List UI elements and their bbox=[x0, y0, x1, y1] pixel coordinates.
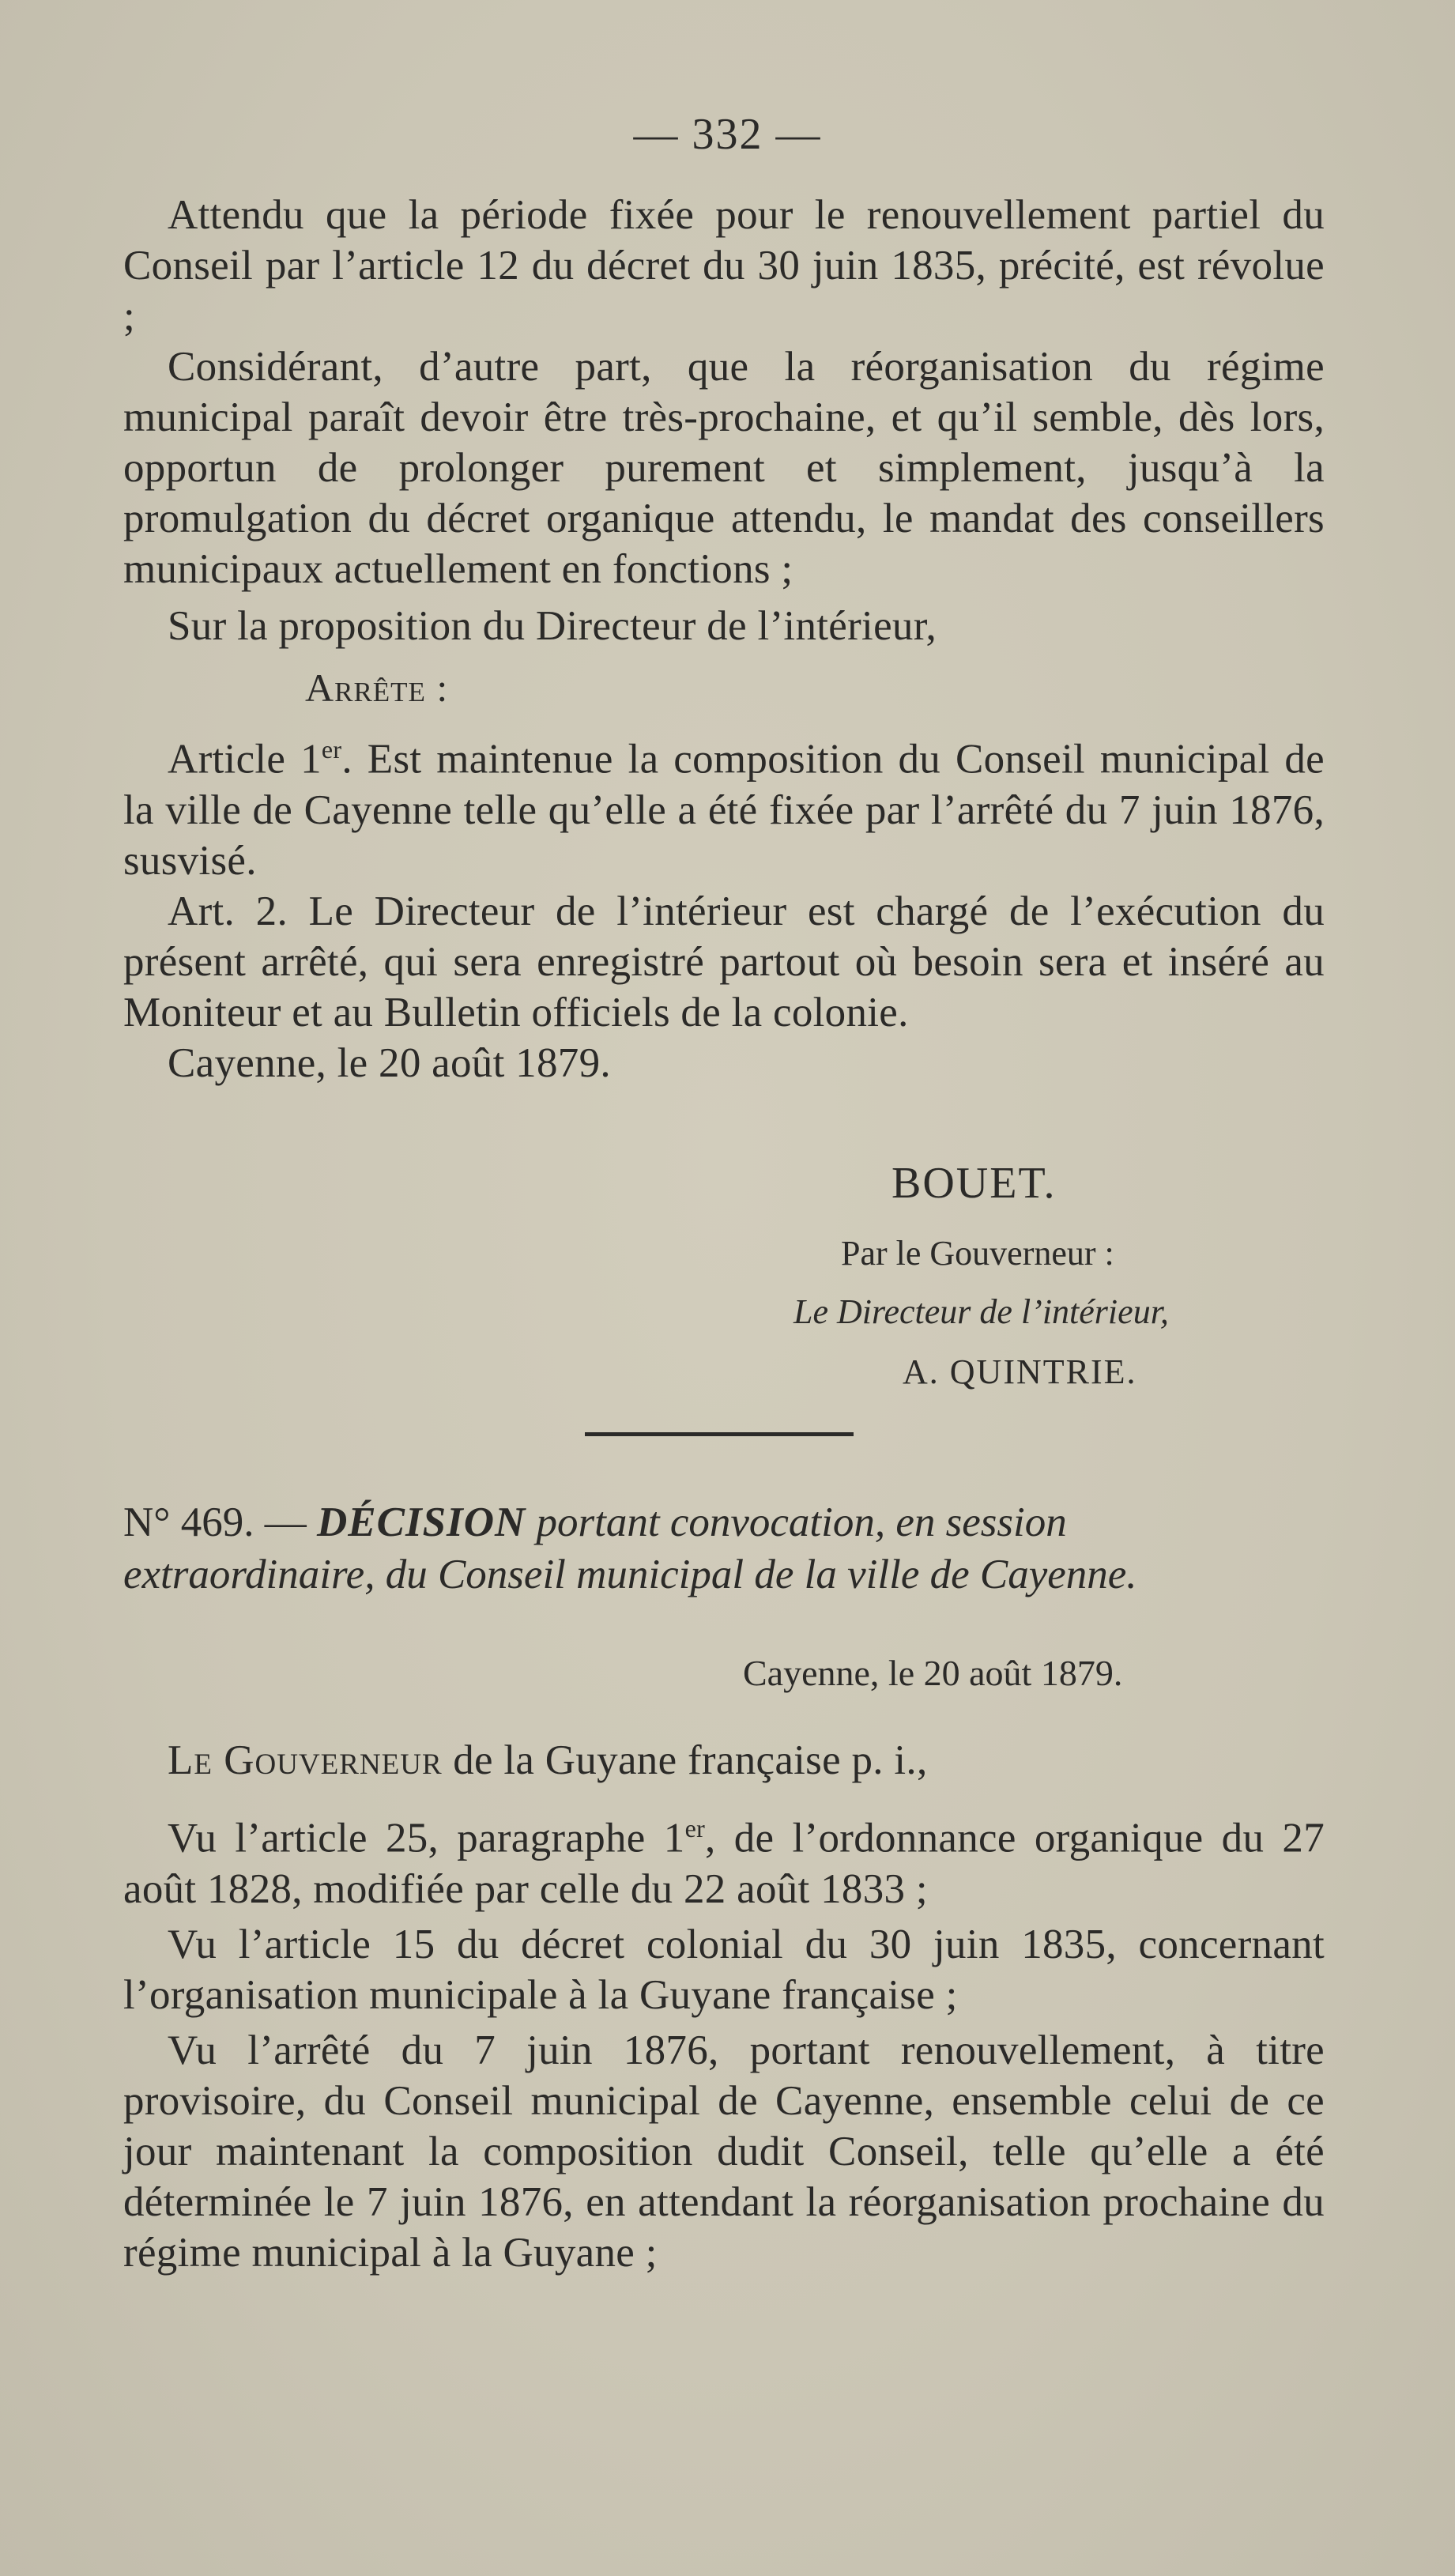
decision-heading bbox=[123, 1496, 1325, 1601]
paragraph-considerant: Considérant, d’autre part, que la réorganisation du régime municipal paraît devoir être très-prochaine, et qu’il semble, dès lors, opportun de prolonger purement et simplement, jusqu’à la promulgation du décret organique attendu, le mandat des conseillers municipaux actuellement en fonctions ; bbox=[123, 344, 1325, 592]
vu-ordonnance-a: Vu l’article 25, paragraphe 1 bbox=[168, 1815, 685, 1861]
decision-title bbox=[123, 1496, 1325, 1601]
decision-title-rest: portant convocation, en session extraordinaire, du Conseil municipal de la ville de Cayenne. bbox=[123, 1499, 1137, 1597]
vu-arrete: Vu l’arrêté du 7 juin 1876, portant renouvellement, à titre provisoire, du Conseil municipal de Cayenne, ensemble celui de ce jour maintenant la composition dudit Conseil, telle qu’elle a été déterminée le 7 juin 1876, en attendant la réorganisation prochaine du régime municipal à la Guyane ; bbox=[123, 2027, 1325, 2276]
vu-ordonnance bbox=[123, 1803, 1325, 1914]
article-1 bbox=[123, 724, 1325, 886]
paragraph-attendu: Attendu que la période fixée pour le renouvellement partiel du Conseil par l’article 12 du décret du 30 juin 1835, précité, est révolue ; bbox=[123, 192, 1325, 339]
article-1-text: . Est maintenue la composition du Conseil municipal de la ville de Cayenne telle qu’elle a été fixée par l’arrêté du 7 juin 1876, susvisé. bbox=[123, 736, 1325, 884]
paragraph-proposition: Sur la proposition du Directeur de l’intérieur, bbox=[168, 603, 937, 649]
decision-date: Cayenne, le 20 août 1879. bbox=[743, 1653, 1123, 1693]
page-number: — 332 — bbox=[633, 110, 822, 159]
signature-name: BOUET. bbox=[891, 1159, 1057, 1208]
place-date: Cayenne, le 20 août 1879. bbox=[168, 1039, 611, 1086]
signature-director-name: A. QUINTRIE. bbox=[903, 1352, 1137, 1391]
signature-director-title: Le Directeur de l’intérieur, bbox=[793, 1292, 1169, 1331]
article-1-prefix: Article 1 bbox=[168, 736, 322, 783]
governor-rest: de la Guyane française p. i., bbox=[453, 1737, 928, 1783]
arrete-body bbox=[123, 190, 1325, 1088]
vu-ordonnance-sup: er bbox=[684, 1814, 706, 1842]
article-1-sup: er bbox=[321, 735, 342, 764]
decision-body bbox=[123, 1735, 1325, 2278]
section-divider bbox=[585, 1432, 854, 1436]
governor-caps: Le Gouverneur bbox=[168, 1737, 443, 1783]
vu-decret: Vu l’article 15 du décret colonial du 30 juin 1835, concernant l’organisation municipale à la Guyane française ; bbox=[123, 1921, 1325, 2018]
vu-ordonnance-b: , de l’ordonnance organique du 27 août 1828, modifiée par celle du 22 août 1833 ; bbox=[123, 1815, 1325, 1912]
article-2: Art. 2. Le Directeur de l’intérieur est chargé de l’exécution du présent arrêté, qui sera enregistré partout où besoin sera et inséré au Moniteur et au Bulletin officiels de la colonie. bbox=[123, 888, 1325, 1035]
decision-number: N° 469. — bbox=[123, 1499, 307, 1545]
arrete-label: Arrête : bbox=[305, 666, 449, 710]
decision-title-caps: DÉCISION bbox=[316, 1499, 526, 1545]
signature-by-governor: Par le Gouverneur : bbox=[841, 1234, 1114, 1273]
governor-line bbox=[123, 1735, 1325, 1786]
